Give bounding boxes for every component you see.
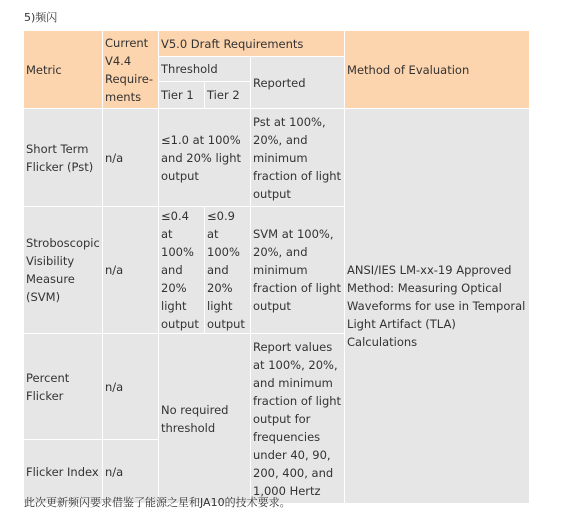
metric-cell: Short Term Flicker (Pst): [24, 109, 103, 207]
threshold-cell: ≤1.0 at 100% and 20% light output: [159, 109, 251, 207]
tier2-cell: ≤0.9 at 100% and 20% light output: [205, 207, 251, 334]
current-cell: n/a: [103, 207, 159, 334]
header-v50: V5.0 Draft Requirements: [159, 31, 345, 57]
header-current: Current V4.4 Require-ments: [103, 31, 159, 109]
header-tier2: Tier 2: [205, 82, 251, 109]
footer-note: 此次更新频闪要求借鉴了能源之星和JA10的技术要求。: [24, 496, 291, 509]
tier1-cell: ≤0.4 at 100% and 20% light output: [159, 207, 205, 334]
header-metric: Metric: [24, 31, 103, 109]
reported-cell: SVM at 100%, 20%, and minimum fraction of light output: [251, 207, 345, 334]
section-title: 5)频闪: [24, 11, 58, 24]
current-cell: n/a: [103, 440, 159, 504]
metric-cell: Percent Flicker: [24, 334, 103, 440]
current-cell: n/a: [103, 109, 159, 207]
header-tier1: Tier 1: [159, 82, 205, 109]
reported-cell: Pst at 100%, 20%, and minimum fraction of light output: [251, 109, 345, 207]
threshold-cell: No required threshold: [159, 334, 251, 504]
header-method: Method of Evaluation: [345, 31, 530, 109]
metric-cell: Flicker Index: [24, 440, 103, 504]
table-row: [24, 109, 530, 207]
current-cell: n/a: [103, 334, 159, 440]
flicker-requirements-table: [23, 30, 530, 504]
metric-cell: Stroboscopic Visibility Measure (SVM): [24, 207, 103, 334]
header-reported: Reported: [251, 57, 345, 109]
method-cell: ANSI/IES LM-xx-19 Approved Method: Measuring Optical Waveforms for use in Temporal Light Artifact (TLA) Calculations: [345, 109, 530, 504]
header-threshold: Threshold: [159, 57, 251, 82]
reported-cell: Report values at 100%, 20%, and minimum fraction of light output for frequencies under 40, 90, 200, 400, and 1,000 Hertz: [251, 334, 345, 504]
header-row-1: [24, 31, 530, 57]
